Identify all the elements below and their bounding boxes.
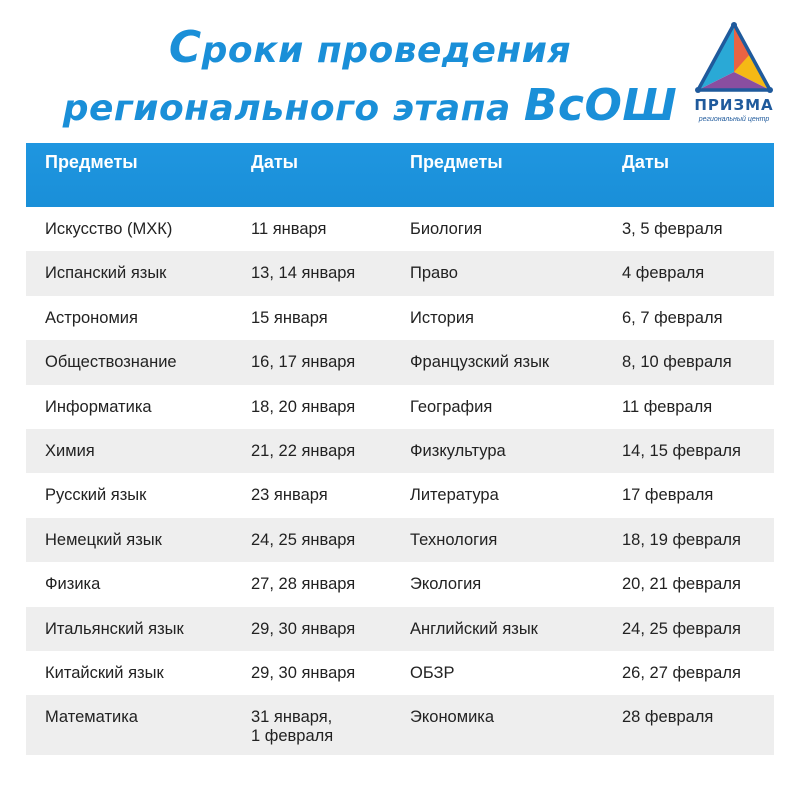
date-cell: 20, 21 февраля [622,575,741,594]
date-cell: 17 февраля [622,486,714,505]
subject-cell: Физика [45,575,101,594]
prism-triangle-icon [684,20,784,100]
date-cell: 4 февраля [622,264,705,283]
table-row [26,207,774,251]
subject-cell: Экономика [410,708,495,727]
subject-cell: Технология [410,530,498,549]
table-row [26,340,774,384]
subject-cell: Физкультура [410,441,506,460]
subject-cell: Французский язык [410,353,550,372]
date-cell: 3, 5 февраля [622,220,723,238]
date-cell: 14, 15 февраля [622,441,741,460]
page-title-line-2 [0,80,770,131]
logo-subtitle: региональный центр [698,116,770,123]
table-row [26,385,774,429]
date-cell: 21, 22 января [251,441,356,460]
subject-cell: Обществознание [45,353,177,372]
subject-cell: Немецкий язык [45,530,162,549]
date-cell: 8, 10 февраля [622,353,732,372]
date-cell: 11 января [251,220,327,238]
table-row [26,296,774,340]
date-cell: 27, 28 января [251,575,356,594]
subject-cell: Информатика [45,397,152,416]
date-cell: 31 января, 1 февраля [251,708,334,746]
subject-cell: Литература [410,486,499,505]
subject-cell: Химия [45,441,95,460]
table-row [26,695,774,755]
subject-cell: История [410,308,474,327]
subject-cell: Биология [410,220,483,238]
subject-cell: Математика [45,708,138,727]
subject-cell: Английский язык [410,619,538,638]
logo-name: ПРИЗМА [694,96,774,114]
date-cell: 15 января [251,308,328,327]
table-row [26,518,774,562]
subject-cell: Русский язык [45,486,147,505]
subject-cell: ОБЗР [410,663,455,682]
table-row [26,473,774,517]
date-cell: 29, 30 января [251,663,356,682]
title-line-2-text: регионального этапа [62,88,524,129]
subject-cell: Право [410,264,458,283]
date-cell: 18, 19 февраля [622,530,741,549]
table-body [26,207,774,755]
table-row [26,429,774,473]
subject-cell: Испанский язык [45,264,167,283]
schedule-table [26,143,774,755]
subject-cell: Китайский язык [45,663,164,682]
header-dates-1: Даты [251,152,299,172]
table-row [26,251,774,295]
date-cell: 13, 14 января [251,264,356,283]
header-subjects-1: Предметы [45,152,138,172]
date-cell: 6, 7 февраля [622,308,723,327]
header-dates-2: Даты [622,152,670,172]
header-subjects-2: Предметы [410,152,503,172]
table-row [26,562,774,606]
date-cell: 16, 17 января [251,353,356,372]
title-acronym: ВсОШ [523,80,678,131]
date-cell: 23 января [251,486,328,505]
table-row [26,651,774,695]
subject-cell: Искусство (МХК) [45,220,173,238]
subject-cell: Астрономия [45,308,138,327]
page-title-line-1 [0,22,770,73]
date-cell: 11 февраля [622,397,713,416]
date-cell: 18, 20 января [251,397,356,416]
table-row [26,607,774,651]
date-cell: 28 февраля [622,708,714,727]
table-header [26,143,774,207]
subject-cell: Итальянский язык [45,619,184,638]
prizma-logo [684,20,784,130]
date-cell: 26, 27 февраля [622,663,741,682]
date-cell: 29, 30 января [251,619,356,638]
subject-cell: Экология [410,575,482,594]
date-cell: 24, 25 января [251,530,356,549]
title-initial: С [168,22,202,73]
title-line-1-text: роки проведения [201,30,572,71]
subject-cell: География [410,397,493,416]
date-cell: 24, 25 февраля [622,619,741,638]
